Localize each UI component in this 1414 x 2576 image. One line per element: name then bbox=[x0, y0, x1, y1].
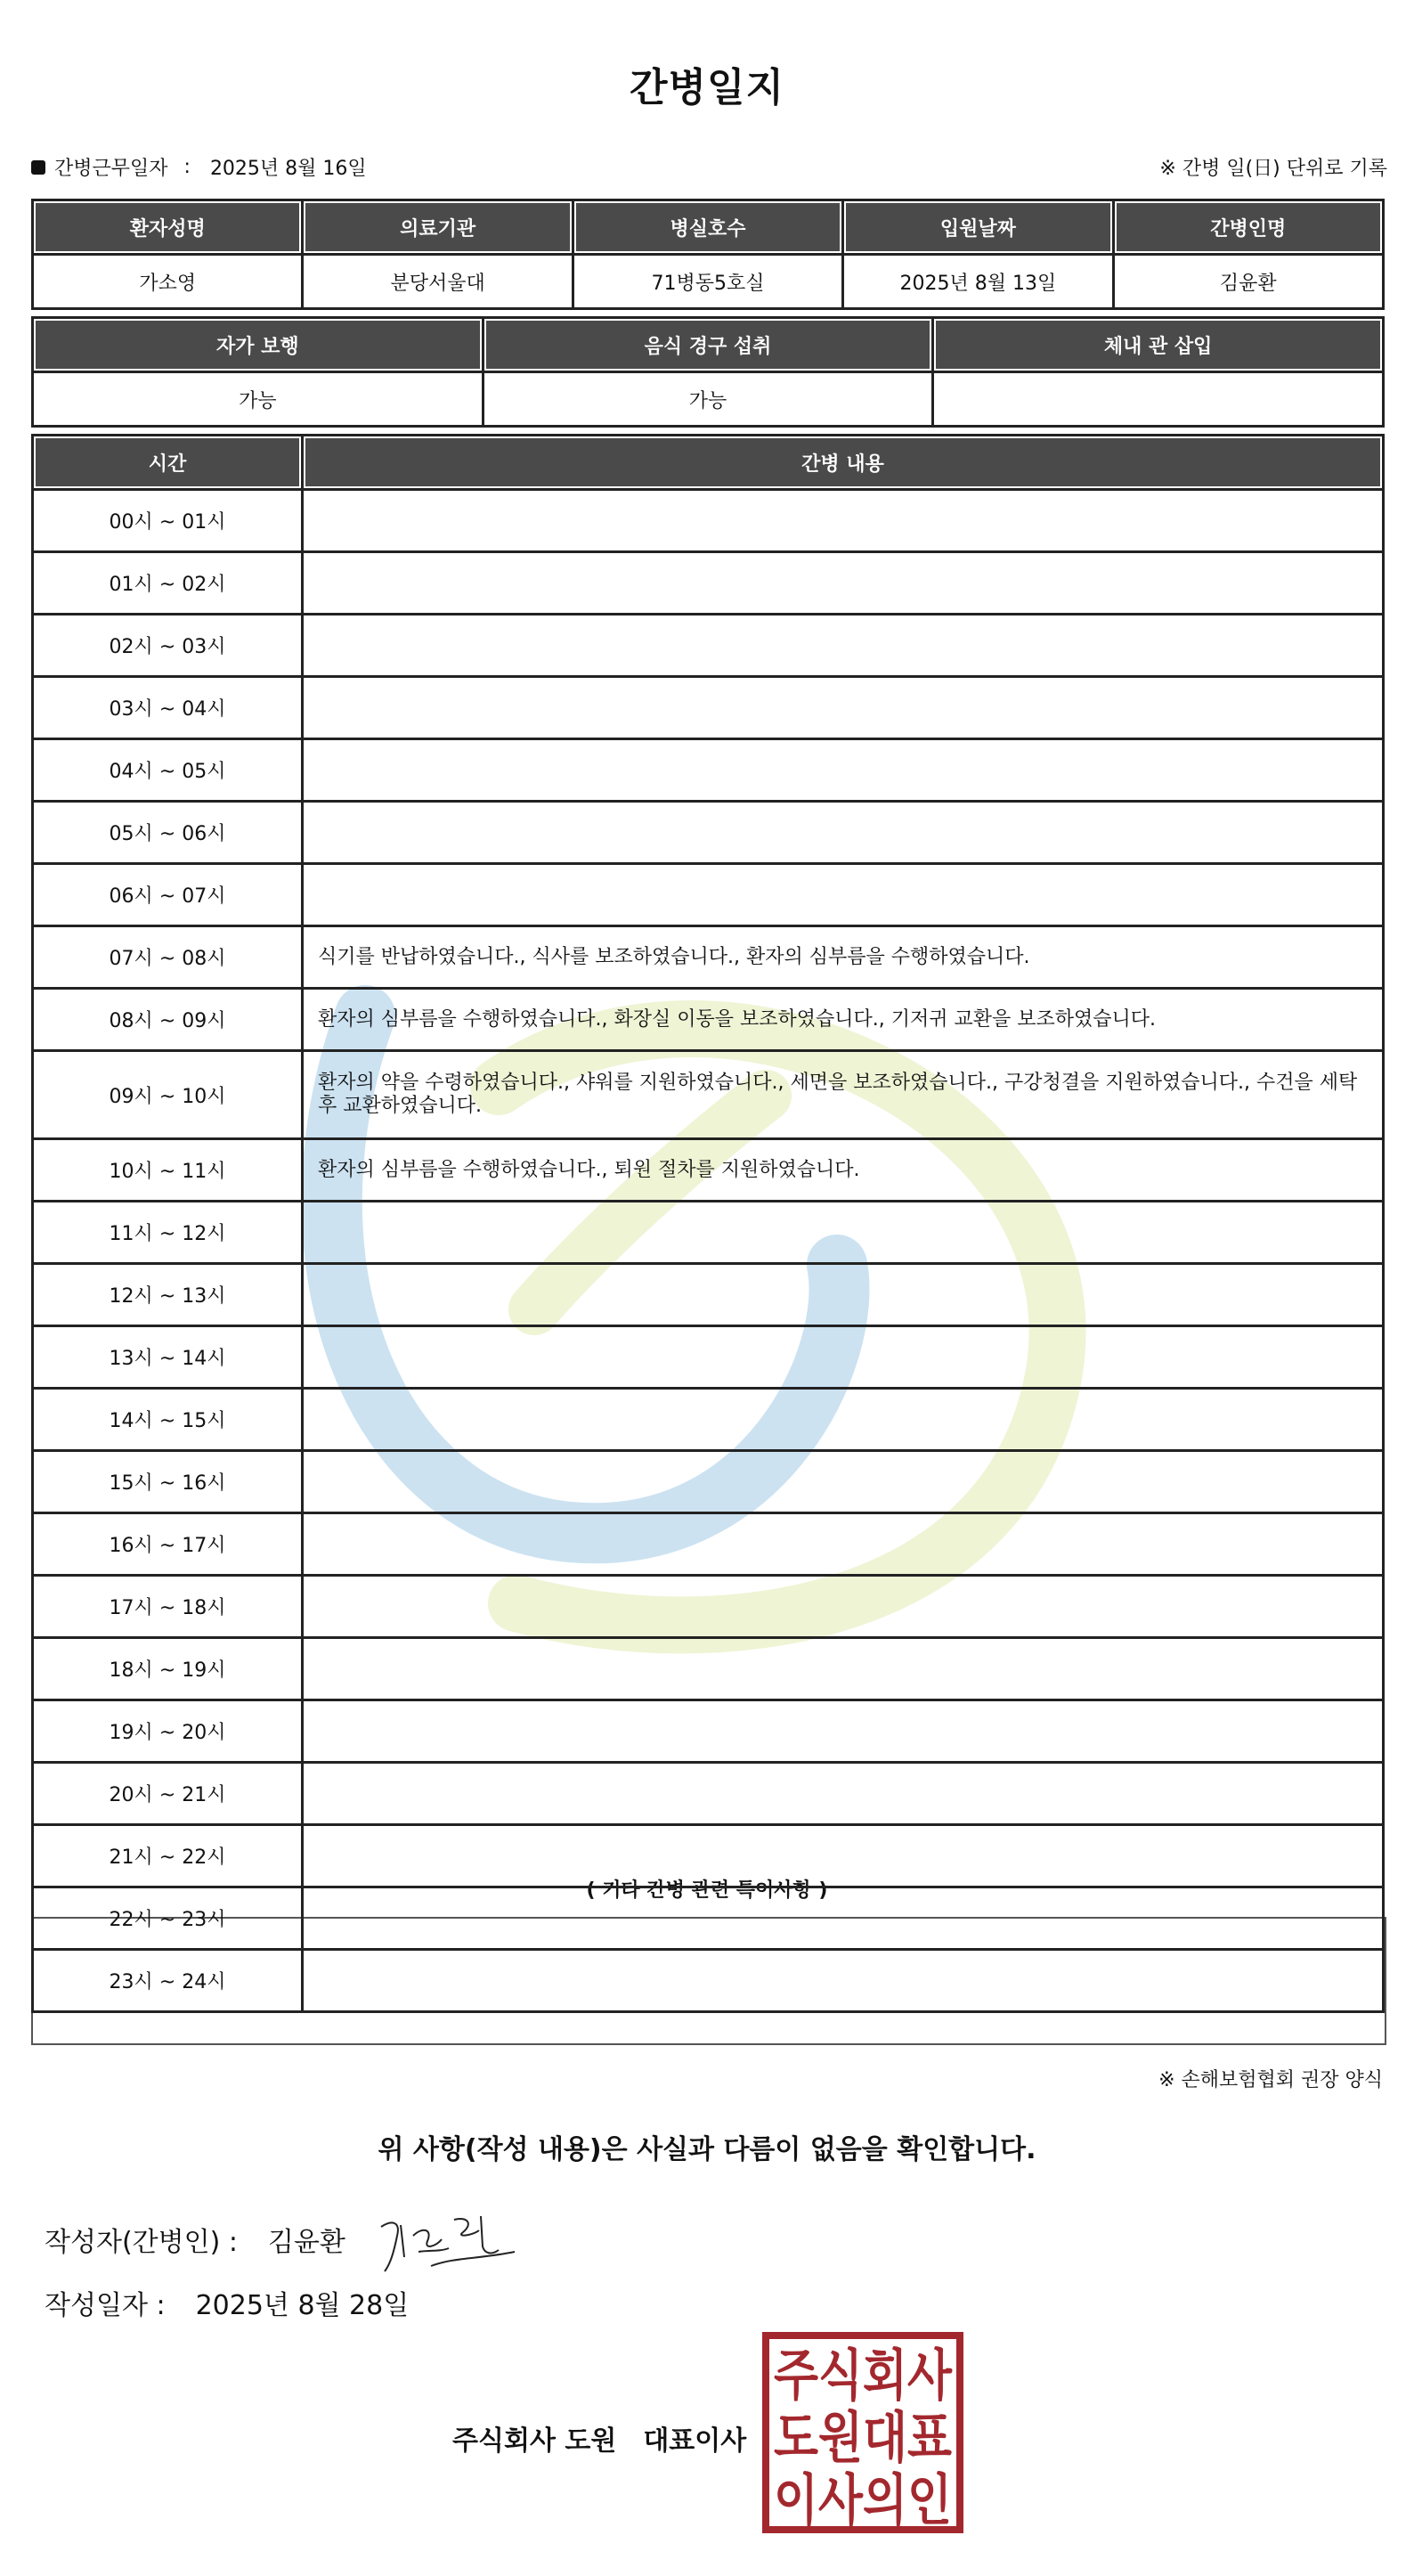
care-log-time: 15시 ~ 16시 bbox=[33, 1451, 303, 1513]
seal-line-3: 이사의인 bbox=[774, 2467, 952, 2532]
care-log-time: 05시 ~ 06시 bbox=[33, 802, 303, 864]
care-log-content bbox=[303, 1326, 1384, 1389]
care-log-content bbox=[303, 739, 1384, 802]
care-log-time: 08시 ~ 09시 bbox=[33, 989, 303, 1051]
writer-name: 김윤환 bbox=[267, 2227, 345, 2258]
care-log-content bbox=[303, 1451, 1384, 1513]
care-log-time: 13시 ~ 14시 bbox=[33, 1326, 303, 1389]
work-date-value: 2025년 8월 16일 bbox=[209, 158, 367, 180]
care-log-row bbox=[33, 1700, 1384, 1763]
care-log-time: 18시 ~ 19시 bbox=[33, 1638, 303, 1700]
care-log-row bbox=[33, 1950, 1384, 2012]
header-room: 병실호수 bbox=[573, 200, 842, 255]
care-log-content: 환자의 심부름을 수행하였습니다., 퇴원 절차를 지원하였습니다. bbox=[303, 1139, 1384, 1202]
care-log-time: 09시 ~ 10시 bbox=[33, 1051, 303, 1139]
unit-note: ※ 간병 일(日) 단위로 기록 bbox=[1159, 158, 1387, 180]
care-log-row bbox=[33, 989, 1384, 1051]
patient-status-header-row bbox=[33, 318, 1384, 372]
care-log-content bbox=[303, 1825, 1384, 1887]
tube-insertion-value bbox=[933, 372, 1384, 427]
patient-status-value-row bbox=[33, 372, 1384, 427]
page-title: 간병일지 bbox=[629, 65, 784, 110]
care-log-content bbox=[303, 1513, 1384, 1576]
care-log-time: 22시 ~ 23시 bbox=[33, 1887, 303, 1950]
care-log-row bbox=[33, 1887, 1384, 1950]
care-log-time: 07시 ~ 08시 bbox=[33, 926, 303, 989]
handwritten-signature bbox=[374, 2200, 525, 2280]
care-log-time: 19시 ~ 20시 bbox=[33, 1700, 303, 1763]
care-log-content bbox=[303, 1700, 1384, 1763]
care-log-time: 01시 ~ 02시 bbox=[33, 552, 303, 615]
care-log-row bbox=[33, 1638, 1384, 1700]
oral-intake-value: 가능 bbox=[483, 372, 933, 427]
seal-line-2: 도원대표 bbox=[774, 2405, 953, 2470]
care-log-time: 23시 ~ 24시 bbox=[33, 1950, 303, 2012]
header-caregiver-name: 간병인명 bbox=[1113, 200, 1383, 255]
written-date-value: 2025년 8월 28일 bbox=[195, 2290, 410, 2321]
header-self-walking: 자가 보행 bbox=[33, 318, 484, 372]
care-log-content bbox=[303, 1202, 1384, 1264]
care-log-row bbox=[33, 552, 1384, 615]
written-date-line bbox=[45, 2283, 409, 2322]
care-log-time: 20시 ~ 21시 bbox=[33, 1763, 303, 1825]
association-note: ※ 손해보험협회 권장 양식 bbox=[1158, 2069, 1383, 2091]
hospital-value: 분당서울대 bbox=[303, 255, 573, 309]
header-time: 시간 bbox=[33, 436, 303, 490]
written-date-label: 작성일자 : bbox=[45, 2290, 166, 2321]
care-log-time: 10시 ~ 11시 bbox=[33, 1139, 303, 1202]
care-log-content bbox=[303, 615, 1384, 677]
self-walking-value: 가능 bbox=[33, 372, 484, 427]
care-log-time: 11시 ~ 12시 bbox=[33, 1202, 303, 1264]
company-ceo-title: 대표이사 bbox=[643, 2425, 747, 2457]
care-log-row bbox=[33, 615, 1384, 677]
header-tube-insertion: 체내 관 삽입 bbox=[933, 318, 1384, 372]
care-log-row bbox=[33, 677, 1384, 739]
care-log-row bbox=[33, 802, 1384, 864]
care-log-content bbox=[303, 490, 1384, 552]
care-log-row bbox=[33, 1202, 1384, 1264]
care-log-time: 00시 ~ 01시 bbox=[33, 490, 303, 552]
patient-name-value: 가소영 bbox=[33, 255, 303, 309]
care-log-content bbox=[303, 1576, 1384, 1638]
seal-line-1: 주식회사 bbox=[774, 2343, 953, 2408]
room-value: 71병동5호실 bbox=[573, 255, 842, 309]
care-log-row bbox=[33, 1051, 1384, 1139]
header-admission-date: 입원날짜 bbox=[843, 200, 1113, 255]
care-log-time: 14시 ~ 15시 bbox=[33, 1389, 303, 1451]
work-date bbox=[31, 153, 367, 181]
writer-label: 작성자(간병인) : bbox=[45, 2227, 238, 2258]
care-log-row bbox=[33, 739, 1384, 802]
care-log-row bbox=[33, 1576, 1384, 1638]
patient-info-table bbox=[31, 199, 1385, 310]
care-log-row bbox=[33, 1763, 1384, 1825]
work-date-colon: : bbox=[183, 156, 191, 178]
patient-status-table bbox=[31, 316, 1385, 428]
care-log-content bbox=[303, 677, 1384, 739]
care-log-content bbox=[303, 552, 1384, 615]
caregiver-name-value: 김윤환 bbox=[1113, 255, 1383, 309]
care-log-content bbox=[303, 864, 1384, 926]
care-log-row bbox=[33, 1326, 1384, 1389]
admission-date-value: 2025년 8월 13일 bbox=[843, 255, 1113, 309]
company-seal bbox=[762, 2332, 963, 2533]
work-date-label: 간병근무일자 bbox=[54, 158, 168, 180]
bullet-square-icon bbox=[31, 160, 45, 175]
care-log-header-row bbox=[33, 436, 1384, 490]
care-log-row bbox=[33, 926, 1384, 989]
care-log-time: 21시 ~ 22시 bbox=[33, 1825, 303, 1887]
care-log-table bbox=[31, 434, 1385, 2013]
patient-info-header-row bbox=[33, 200, 1384, 255]
company-name: 주식회사 도원 bbox=[452, 2425, 617, 2457]
care-log-content bbox=[303, 802, 1384, 864]
care-log-content: 환자의 약을 수령하였습니다., 샤워를 지원하였습니다., 세면을 보조하였습니다., 구강청결을 지원하였습니다., 수건을 세탁 후 교환하였습니다. bbox=[303, 1051, 1384, 1139]
care-log-row bbox=[33, 1825, 1384, 1887]
care-log-row bbox=[33, 1513, 1384, 1576]
care-log-row bbox=[33, 1139, 1384, 1202]
care-log-content bbox=[303, 1950, 1384, 2012]
confirmation-statement: 위 사항(작성 내용)은 사실과 다름이 없음을 확인합니다. bbox=[378, 2134, 1036, 2165]
care-log-row bbox=[33, 1389, 1384, 1451]
care-log-row bbox=[33, 1264, 1384, 1326]
writer-line bbox=[45, 2220, 345, 2259]
care-log-row bbox=[33, 864, 1384, 926]
care-log-time: 06시 ~ 07시 bbox=[33, 864, 303, 926]
care-log-time: 17시 ~ 18시 bbox=[33, 1576, 303, 1638]
care-log-time: 04시 ~ 05시 bbox=[33, 739, 303, 802]
header-care-content: 간병 내용 bbox=[303, 436, 1384, 490]
care-log-content bbox=[303, 1638, 1384, 1700]
care-log-content bbox=[303, 1264, 1384, 1326]
header-hospital: 의료기관 bbox=[303, 200, 573, 255]
care-log-content bbox=[303, 1389, 1384, 1451]
patient-info-value-row bbox=[33, 255, 1384, 309]
care-log-content: 식기를 반납하였습니다., 식사를 보조하였습니다., 환자의 심부름을 수행하였습니다. bbox=[303, 926, 1384, 989]
remarks-title: ( 기타 간병 관련 특이사항 ) bbox=[586, 1879, 828, 1902]
care-log-time: 12시 ~ 13시 bbox=[33, 1264, 303, 1326]
care-log-time: 03시 ~ 04시 bbox=[33, 677, 303, 739]
care-log-time: 16시 ~ 17시 bbox=[33, 1513, 303, 1576]
care-log-row bbox=[33, 1451, 1384, 1513]
header-oral-intake: 음식 경구 섭취 bbox=[483, 318, 933, 372]
care-log-content: 환자의 심부름을 수행하였습니다., 화장실 이동을 보조하였습니다., 기저귀 교환을 보조하였습니다. bbox=[303, 989, 1384, 1051]
care-log-content bbox=[303, 1887, 1384, 1950]
header-patient-name: 환자성명 bbox=[33, 200, 303, 255]
company-line bbox=[452, 2418, 746, 2458]
care-log-row bbox=[33, 490, 1384, 552]
care-log-time: 02시 ~ 03시 bbox=[33, 615, 303, 677]
care-log-content bbox=[303, 1763, 1384, 1825]
